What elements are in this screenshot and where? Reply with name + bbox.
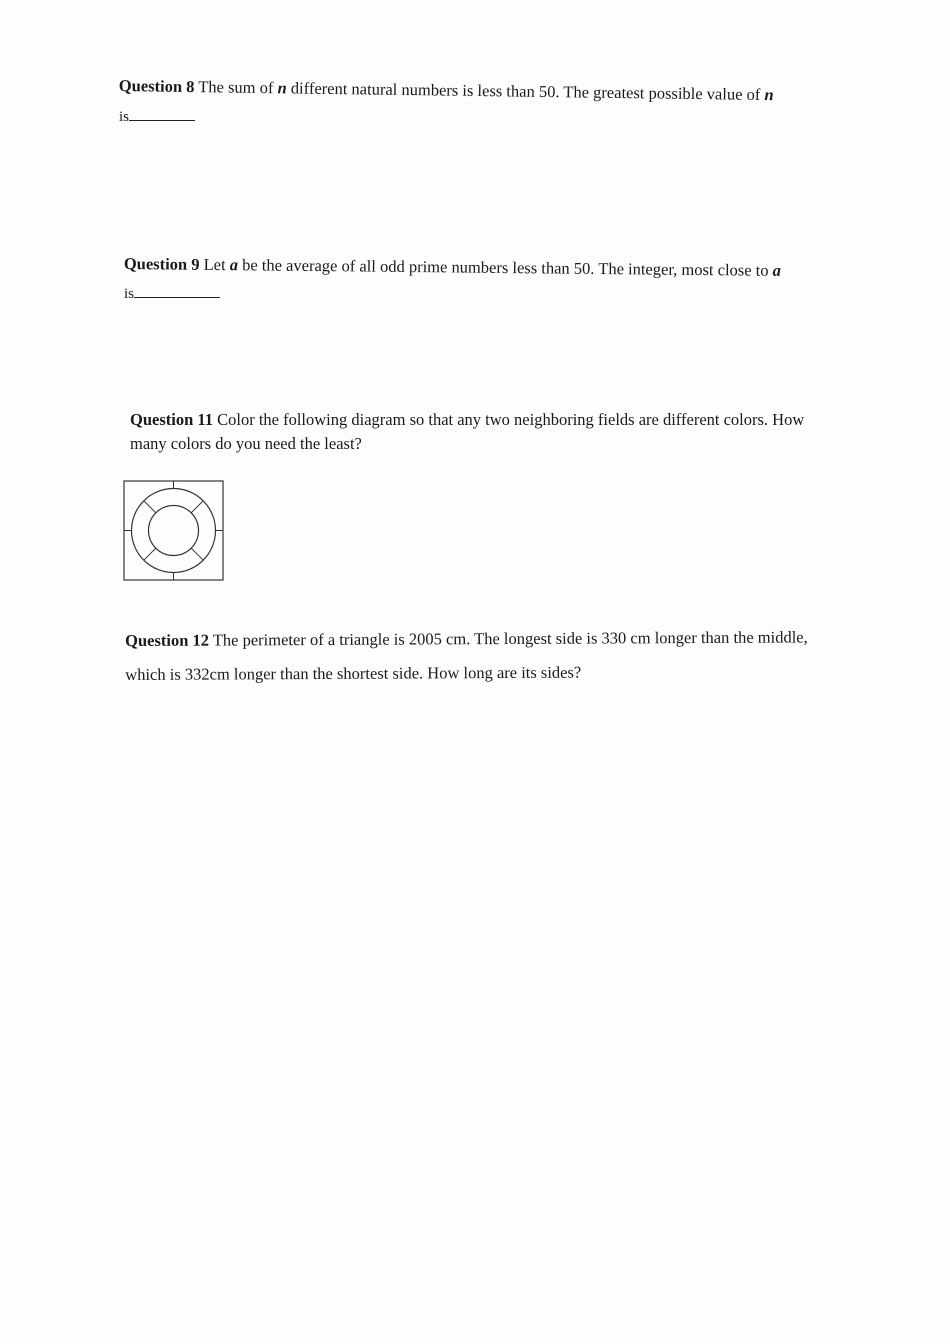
question-11-text: Color the following diagram so that any two neighboring fields are different colors. How many colors do you need the least? [130,410,805,453]
question-9-answer-line [124,283,220,303]
question-9-variable-a: a [229,255,239,275]
question-9-answer-blank[interactable] [134,283,220,298]
question-9 [124,252,814,283]
question-8-text-part-1: The sum of [194,77,278,98]
diagram-ring-divider-ne [191,501,203,513]
diagram-ring-divider-sw [144,548,156,560]
coloring-diagram [122,479,226,583]
question-9-text-part-2: be the average of all odd prime numbers less than 50. The integer, most close to [237,255,773,280]
question-12-label: Question 12 [125,630,210,650]
question-11-label: Question 11 [130,410,213,429]
question-9-label: Question 9 [123,253,200,274]
question-9-variable-a-end: a [772,260,782,280]
question-8-text-part-2: different natural numbers is less than 50. The greatest possible value of [286,78,765,105]
diagram-outer-square [124,481,223,580]
question-9-answer-prefix: is [124,286,135,302]
question-8-variable-n: n [277,78,287,98]
diagram-inner-circle [149,506,199,556]
question-8-answer-prefix: is [119,109,130,125]
question-8 [119,74,819,108]
diagram-ring-divider-se [191,548,203,560]
question-12-text: The perimeter of a triangle is 2005 cm. The longest side is 330 cm longer than the middle, which is 332cm longer than the shortest side. How long are its sides? [125,627,808,684]
question-8-label: Question 8 [118,75,195,97]
question-9-text-part-1: Let [199,254,230,275]
question-11 [130,408,810,456]
question-8-variable-n-end: n [764,85,774,105]
question-8-answer-line [119,106,195,126]
question-12 [125,620,815,692]
question-8-answer-blank[interactable] [129,106,195,121]
diagram-ring-divider-nw [144,501,156,513]
